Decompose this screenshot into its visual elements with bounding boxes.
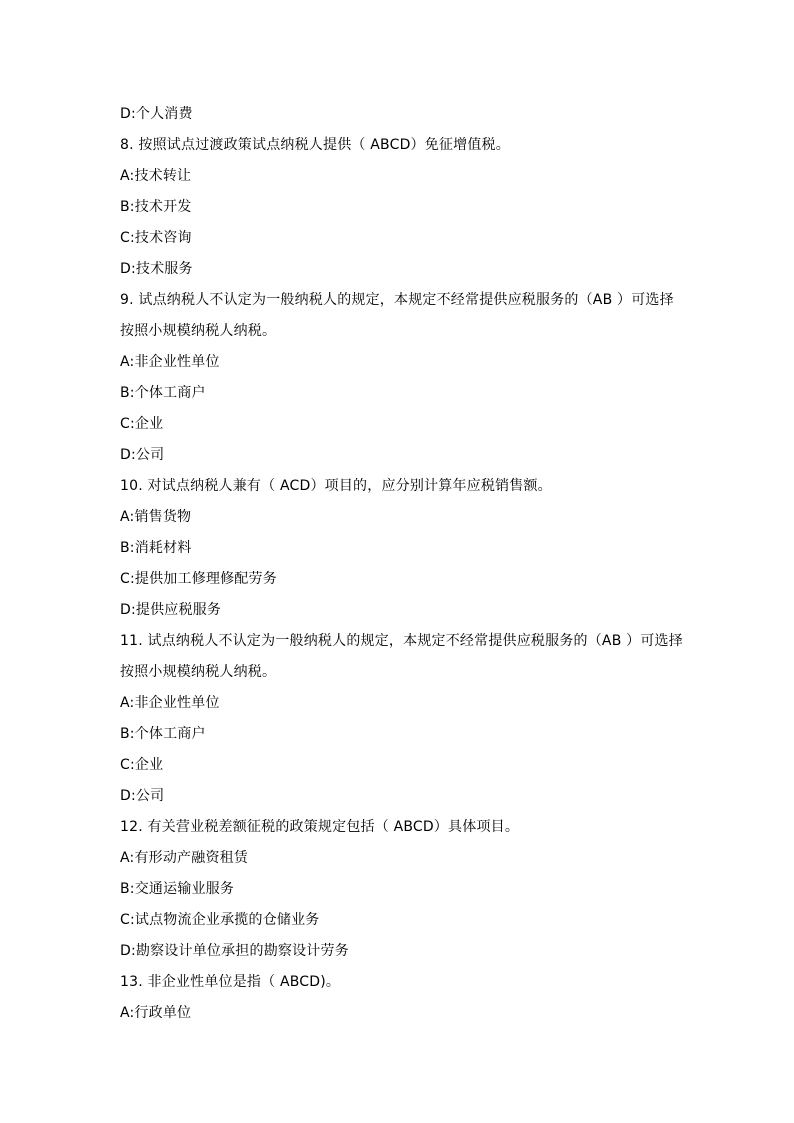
option-line: A:非企业性单位 (120, 354, 220, 370)
option-line: C:提供加工修理修配劳务 (120, 571, 277, 587)
question-line: 12. 有关营业税差额征税的政策规定包括（ ABCD）具体项目。 (120, 819, 520, 835)
question-continuation-line: 按照小规模纳税人纳税。 (120, 664, 277, 680)
option-line: C:企业 (120, 757, 164, 773)
question-line: 8. 按照试点过渡政策试点纳税人提供（ ABCD）免征增值税。 (120, 137, 510, 153)
option-line: B:技术开发 (120, 199, 192, 215)
option-line: B:个体工商户 (120, 385, 206, 401)
question-line: 9. 试点纳税人不认定为一般纳税人的规定，本规定不经常提供应税服务的（AB ）可选择 (120, 292, 674, 308)
option-line: D:公司 (120, 447, 165, 463)
option-line: C:企业 (120, 416, 164, 432)
question-line: 11. 试点纳税人不认定为一般纳税人的规定，本规定不经常提供应税服务的（AB ）可选择 (120, 633, 683, 649)
option-line: A:非企业性单位 (120, 695, 220, 711)
option-line: A:行政单位 (120, 1005, 192, 1021)
question-line: 13. 非企业性单位是指（ ABCD)。 (120, 974, 341, 990)
option-line: D:提供应税服务 (120, 602, 222, 618)
option-line: C:技术咨询 (120, 230, 192, 246)
option-line: D:勘察设计单位承担的勘察设计劳务 (120, 943, 349, 959)
option-line: B:个体工商户 (120, 726, 206, 742)
question-line: 10. 对试点纳税人兼有（ ACD）项目的，应分别计算年应税销售额。 (120, 478, 552, 494)
document-body (120, 99, 683, 1029)
option-line: B:消耗材料 (120, 540, 192, 556)
question-continuation-line: 按照小规模纳税人纳税。 (120, 323, 277, 339)
option-line: D:个人消费 (120, 106, 193, 122)
option-line: A:技术转让 (120, 168, 192, 184)
option-line: D:技术服务 (120, 261, 193, 277)
option-line: B:交通运输业服务 (120, 881, 235, 897)
option-line: A:销售货物 (120, 509, 192, 525)
option-line: C:试点物流企业承揽的仓储业务 (120, 912, 320, 928)
option-line: D:公司 (120, 788, 165, 804)
option-line: A:有形动产融资租赁 (120, 850, 249, 866)
